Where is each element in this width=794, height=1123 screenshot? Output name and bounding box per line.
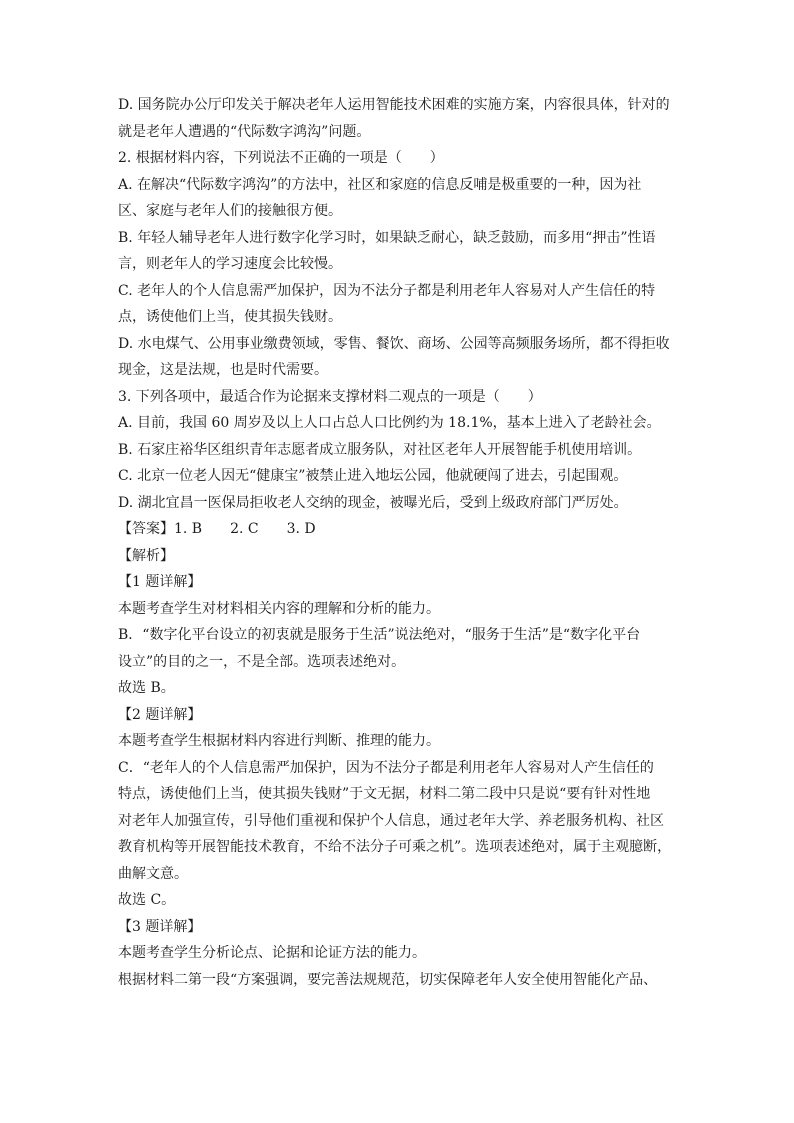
text-line: A. 目前，我国 60 周岁及以上人口占总人口比例约为 18.1%，基本上进入了老龄社会。 [118, 415, 661, 431]
q2-detail-heading: 【2 题详解】 [118, 706, 202, 723]
text-line: 故选 C。 [118, 892, 176, 908]
text-line: C. 北京一位老人因无“健康宝”被禁止进入地坛公园，他就硬闯了进去，引起围观。 [118, 468, 628, 484]
text-line: 本题考查学生根据材料内容进行判断、推理的能力。 [118, 733, 440, 749]
text-line: C. 老年人的个人信息需严加保护，因为不法分子都是利用老年人容易对人产生信任的特 [118, 282, 656, 299]
text-line: A. 在解决“代际数字鸿沟”的方法中，社区和家庭的信息反哺是极重要的一种，因为社 [118, 176, 642, 193]
text-line: 教育机构等开展智能技术教育，不给不法分子可乘之机”。选项表述绝对，属于主观臆断， [118, 839, 672, 855]
text-line: 现金，这是法规，也是时代需要。 [118, 362, 328, 378]
text-line: B. 年轻人辅导老年人进行数字化学习时，如果缺乏耐心，缺乏鼓励，而多用“押击”性语 [118, 229, 656, 246]
text-line: 故选 B。 [118, 680, 175, 696]
text-line: 点，诱使他们上当，使其损失钱财。 [118, 309, 342, 325]
analysis-heading: 【解析】 [118, 547, 174, 564]
answer-line: 【答案】1. B 2. C 3. D [118, 521, 316, 537]
text-line: 就是老年人遭遇的“代际数字鸿沟”问题。 [118, 123, 371, 140]
text-line: 言，则老年人的学习速度会比较慢。 [118, 256, 342, 272]
text-line: D. 湖北宜昌一医保局拒收老人交纳的现金，被曝光后，受到上级政府部门严厉处。 [118, 494, 628, 511]
q3-detail-heading: 【3 题详解】 [118, 918, 202, 935]
question-2-stem: 2. 根据材料内容，下列说法不正确的一项是（ ） [118, 150, 444, 166]
text-line: B．“数字化平台设立的初衷就是服务于生活”说法绝对，“服务于生活”是“数字化平台 [118, 627, 641, 643]
text-line: D. 水电煤气、公用事业缴费领域，零售、餐饮、商场、公园等高频服务场所，都不得拒收 [118, 335, 670, 352]
text-line: 特点，诱使他们上当，使其损失钱财”于文无据，材料二第二段中只是说“要有针对性地 [118, 786, 651, 802]
text-line: 根据材料二第一段“方案强调，要完善法规规范，切实保障老年人安全使用智能化产品、 [118, 971, 658, 988]
text-line: 对老年人加强宣传，引导他们重视和保护个人信息，通过老年大学、养老服务机构、社区 [118, 812, 664, 829]
text-line: 曲解文意。 [118, 865, 188, 882]
text-line: B. 石家庄裕华区组织青年志愿者成立服务队，对社区老年人开展智能手机使用培训。 [118, 441, 642, 458]
question-3-stem: 3. 下列各项中，最适合作为论据来支撑材料二观点的一项是（ ） [118, 388, 542, 405]
text-line: C．“老年人的个人信息需严加保护，因为不法分子都是利用老年人容易对人产生信任的 [118, 759, 654, 776]
text-line: 本题考查学生分析论点、论据和论证方法的能力。 [118, 945, 426, 961]
text-line: 本题考查学生对材料相关内容的理解和分析的能力。 [118, 600, 440, 617]
document-page [118, 92, 678, 993]
text-line: D. 国务院办公厅印发关于解决老年人运用智能技术困难的实施方案，内容很具体，针对的 [118, 97, 670, 113]
q1-detail-heading: 【1 题详解】 [118, 574, 202, 590]
text-line: 区、家庭与老年人们的接触很方便。 [118, 203, 342, 219]
text-line: 设立”的目的之一，不是全部。选项表述绝对。 [118, 653, 406, 670]
